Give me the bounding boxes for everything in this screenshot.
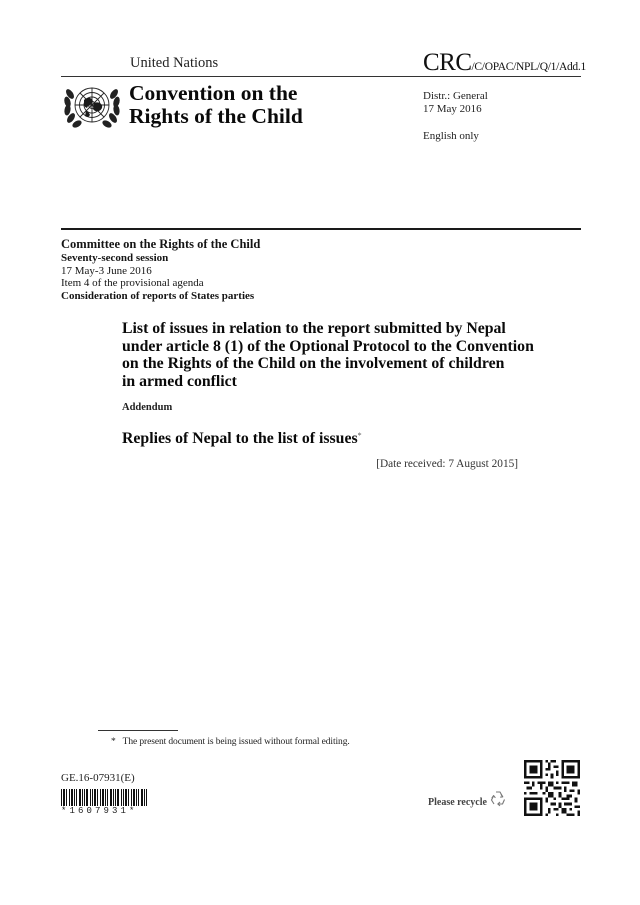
document-title-line: List of issues in relation to the report submitted by Nepal: [122, 320, 506, 337]
footnote-rule: [98, 730, 178, 731]
replies-title: Replies of Nepal to the list of issues: [122, 430, 358, 447]
distribution-language: English only: [423, 130, 479, 142]
document-symbol-main: CRC: [423, 49, 472, 76]
organization-label: United Nations: [130, 55, 219, 71]
barcode-icon: [61, 789, 154, 806]
document-symbol: [423, 49, 586, 77]
footnote-text: The present document is being issued without formal editing.: [122, 737, 350, 747]
body-title: [129, 82, 303, 128]
footnote: [111, 737, 350, 747]
session-dates: 17 May-3 June 2016: [61, 264, 152, 277]
distribution-type: Distr.: General: [423, 90, 488, 102]
addendum-label: Addendum: [122, 402, 173, 413]
document-title-line: on the Rights of the Child on the involvement of children: [122, 355, 505, 373]
distribution-date: 17 May 2016: [423, 103, 482, 115]
footnote-reference[interactable]: *: [357, 431, 362, 440]
agenda-item: Item 4 of the provisional agenda: [61, 277, 204, 290]
document-title-line: under article 8 (1) of the Optional Protocol to the Convention: [122, 337, 534, 355]
section-rule: [61, 228, 581, 230]
committee-name: Committee on the Rights of the Child: [61, 237, 261, 251]
body-title-line: Rights of the Child: [129, 104, 303, 128]
recycle-label: Please recycle: [428, 797, 487, 808]
body-title-line: Convention on the: [129, 81, 298, 105]
distribution-block: [423, 90, 488, 143]
un-emblem-icon: [62, 80, 122, 130]
footnote-mark: *: [111, 737, 116, 747]
replies-heading: [122, 430, 362, 448]
job-number: GE.16-07931(E): [61, 772, 135, 784]
date-received: [Date received: 7 August 2015]: [376, 458, 518, 470]
qr-code-icon: [524, 760, 580, 816]
barcode-digits: *1607931*: [61, 806, 138, 816]
session-name: Seventy-second session: [61, 252, 169, 264]
document-title-line: in armed conflict: [122, 372, 237, 390]
document-symbol-suffix: /C/OPAC/NPL/Q/1/Add.1: [471, 61, 586, 73]
committee-block: [61, 237, 260, 302]
header-rule: [61, 76, 581, 77]
recycle-icon: [488, 789, 508, 809]
document-title: [122, 320, 542, 390]
agenda-topic: Consideration of reports of States parties: [61, 289, 255, 302]
